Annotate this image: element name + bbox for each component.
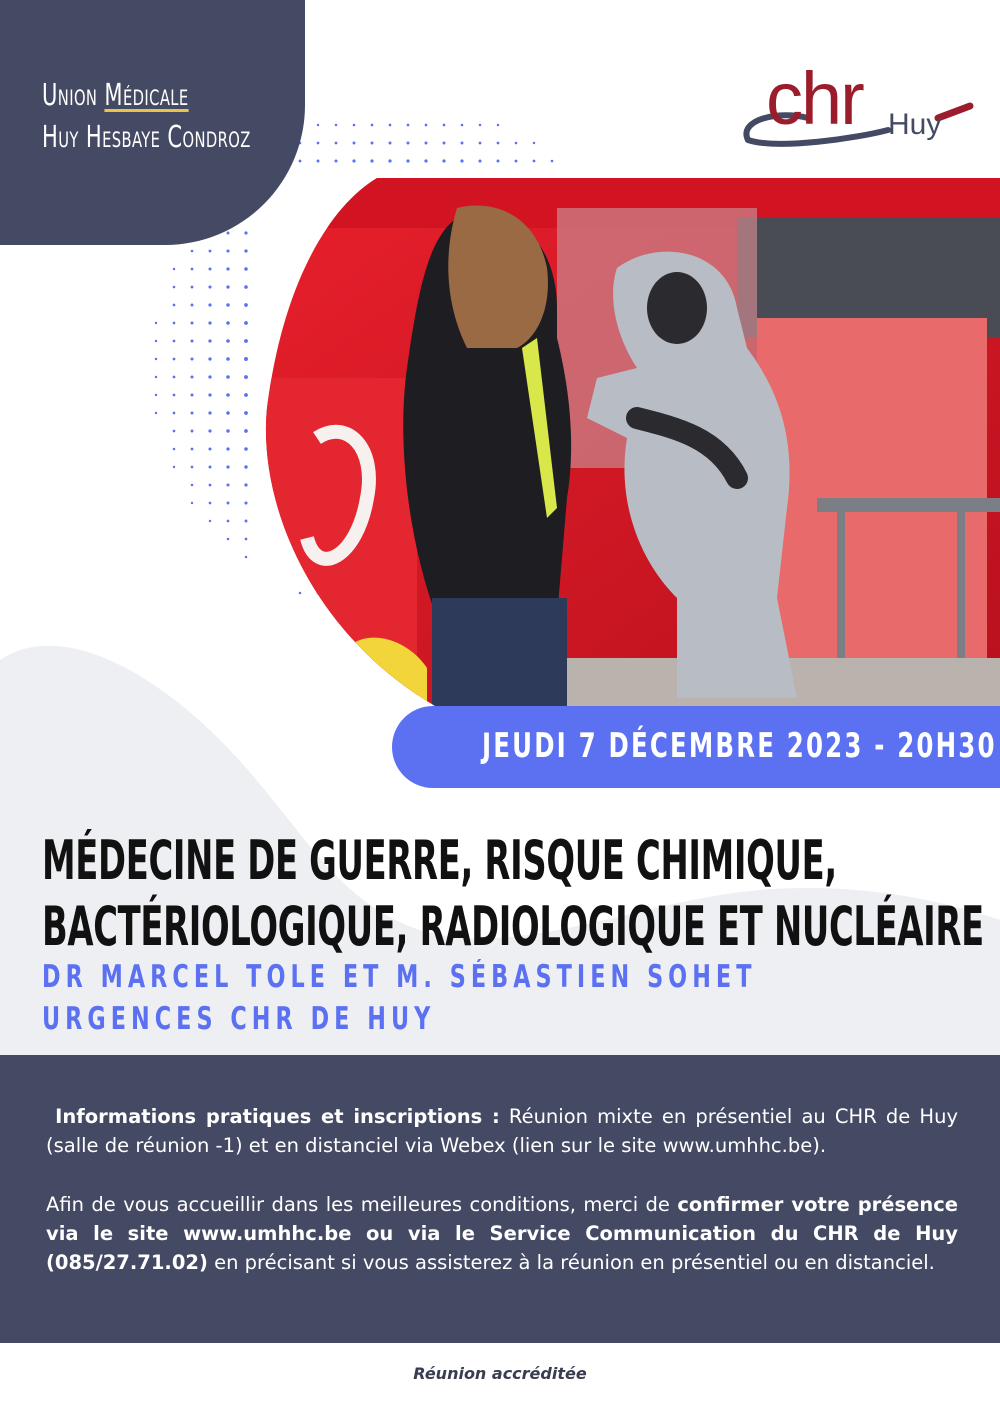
decor-dot (497, 160, 500, 163)
decor-dot (173, 430, 176, 433)
decor-dot (371, 142, 374, 145)
decor-dot (424, 159, 427, 162)
decor-dot (173, 394, 176, 397)
decor-dot (227, 232, 230, 235)
decor-dot (353, 124, 356, 127)
decor-dot (191, 448, 194, 451)
decor-dot (208, 429, 211, 432)
decor-dot (191, 430, 194, 433)
decor-dot (190, 357, 193, 360)
decor-dot (208, 411, 211, 414)
logo-city: Huy (888, 108, 942, 141)
decor-dot (173, 412, 176, 415)
decor-dot (533, 160, 536, 163)
decor-dot (173, 340, 176, 343)
decor-dot (208, 375, 211, 378)
decor-dot (244, 321, 248, 325)
decor-dot (191, 412, 194, 415)
decor-dot (317, 124, 319, 126)
decor-dot (244, 303, 248, 307)
decor-dot (227, 520, 230, 523)
decor-dot (335, 124, 338, 127)
speakers-line2: URGENCES CHR DE HUY (42, 1001, 436, 1037)
decor-dot (479, 124, 482, 127)
decor-dot (443, 124, 446, 127)
decor-dot (442, 159, 445, 162)
decor-dot (226, 339, 230, 343)
decor-dot (173, 268, 175, 270)
decor-dot (173, 376, 176, 379)
decor-dot (461, 124, 464, 127)
decor-dot (208, 303, 211, 306)
decor-dot (551, 160, 554, 163)
decor-dot (407, 124, 410, 127)
decor-dot (190, 393, 193, 396)
decor-dot (226, 429, 229, 432)
event-date-banner (392, 706, 1000, 788)
decor-dot (191, 286, 194, 289)
decor-dot (371, 124, 374, 127)
decor-dot (245, 556, 248, 559)
decor-dot (191, 484, 194, 487)
logo-brand: chr (766, 57, 863, 140)
decor-dot (460, 159, 463, 162)
decor-dot (155, 358, 157, 360)
decor-dot (173, 304, 176, 307)
decor-dot (209, 484, 212, 487)
decor-dot (190, 375, 193, 378)
decor-dot (299, 160, 302, 163)
decor-dot (173, 322, 176, 325)
decor-dot (173, 286, 176, 289)
decor-dot (353, 142, 356, 145)
decor-dot (497, 124, 499, 126)
decor-dot (478, 159, 481, 162)
decor-dot (173, 448, 176, 451)
decor-dot (443, 142, 446, 145)
decor-dot (226, 375, 230, 379)
decor-dot (533, 142, 535, 144)
decor-dot (244, 357, 248, 361)
decor-dot (389, 142, 392, 145)
decor-dot (209, 268, 212, 271)
hazmat-training-photo (257, 178, 1000, 718)
decor-dot (352, 159, 355, 162)
decor-dot (226, 465, 229, 468)
info-paragraph-confirmation: Afin de vous accueillir dans les meilleures conditions, merci de confirmer votre présence via le site www.umhhc.be ou via le Service Communication du CHR de Huy (085/27.71.02) en précisant si vous assisterez à la réunion en présentiel ou en distanciel. (46, 1193, 958, 1274)
organization-name-line2: Huy Hesbaye Condroz (42, 120, 251, 155)
decor-dot (244, 411, 248, 415)
decor-dot (226, 249, 229, 252)
organization-name-line1: Union Médicale (42, 78, 189, 113)
decor-dot (244, 465, 247, 468)
decor-dot (244, 447, 248, 451)
decor-dot (388, 159, 391, 162)
decor-dot (245, 538, 248, 541)
info-paragraph-registration: Informations pratiques et inscriptions : Réunion mixte en présentiel au CHR de Huy (salle de réunion -1) et en distanciel via Webex (lien sur le site www.umhhc.be). (46, 1105, 958, 1157)
event-date: JEUDI 7 DÉCEMBRE 2023 - 20H30 (482, 726, 997, 766)
decor-dot (497, 142, 500, 145)
decor-dot (226, 285, 229, 288)
decor-dot (191, 502, 193, 504)
decor-dot (209, 520, 211, 522)
decor-dot (226, 411, 230, 415)
decor-dot (208, 447, 211, 450)
decor-dot (245, 520, 248, 523)
decor-dot (226, 447, 229, 450)
practical-info-panel (0, 1055, 1000, 1343)
decor-dot (244, 285, 248, 289)
decor-dot (155, 412, 157, 414)
decor-dot (244, 501, 247, 504)
title-line1: MÉDECINE DE GUERRE, RISQUE CHIMIQUE, (42, 829, 837, 892)
decor-dot (155, 322, 157, 324)
decor-dot (406, 159, 409, 162)
decor-dot (191, 322, 194, 325)
decor-dot (370, 159, 373, 162)
decor-dot (209, 250, 212, 253)
title-line2: BACTÉRIOLOGIQUE, RADIOLOGIQUE ET NUCLÉAIRE (42, 895, 984, 958)
decor-dot (226, 321, 230, 325)
decor-dot (244, 429, 248, 433)
decor-dot (317, 142, 320, 145)
decor-dot (244, 249, 247, 252)
decor-dot (515, 142, 518, 145)
page-title (42, 828, 984, 960)
decor-dot (389, 124, 392, 127)
decor-dot (244, 393, 248, 397)
decor-dot (191, 466, 194, 469)
decor-dot (461, 142, 464, 145)
decor-dot (515, 160, 518, 163)
decor-dot (208, 285, 211, 288)
decor-dot (173, 466, 175, 468)
decor-dot (226, 483, 229, 486)
speakers (42, 956, 756, 1040)
decor-dot (425, 142, 428, 145)
decor-dot (335, 142, 338, 145)
decor-dot (155, 340, 157, 342)
decor-dot (226, 357, 230, 361)
speakers-line1: DR MARCEL TOLE ET M. SÉBASTIEN SOHET (42, 959, 757, 995)
decor-dot (191, 250, 194, 253)
decor-dot (190, 339, 193, 342)
decor-dot (244, 267, 247, 270)
decor-dot (317, 160, 320, 163)
decor-dot (244, 483, 247, 486)
decor-dot (226, 393, 230, 397)
decor-dot (407, 142, 410, 145)
decor-dot (226, 303, 229, 306)
decor-dot (209, 466, 212, 469)
decor-dot (227, 538, 230, 541)
decor-dot (227, 502, 230, 505)
decor-dot (425, 124, 428, 127)
decor-dot (173, 358, 176, 361)
decor-dot (244, 375, 248, 379)
chr-huy-logo (738, 58, 978, 158)
decor-dot (208, 339, 211, 342)
decor-dot (208, 321, 211, 324)
decor-dot (155, 376, 157, 378)
decor-dot (244, 231, 247, 234)
decor-dot (244, 339, 248, 343)
decor-dot (155, 394, 157, 396)
decor-dot (191, 304, 194, 307)
decor-dot (209, 502, 212, 505)
accreditation-note: Réunion accréditée (413, 1364, 587, 1383)
decor-dot (334, 159, 337, 162)
decor-dot (191, 268, 194, 271)
decor-dot (479, 142, 482, 145)
decor-dot (208, 357, 211, 360)
decor-dot (208, 393, 211, 396)
decor-dot (226, 267, 229, 270)
